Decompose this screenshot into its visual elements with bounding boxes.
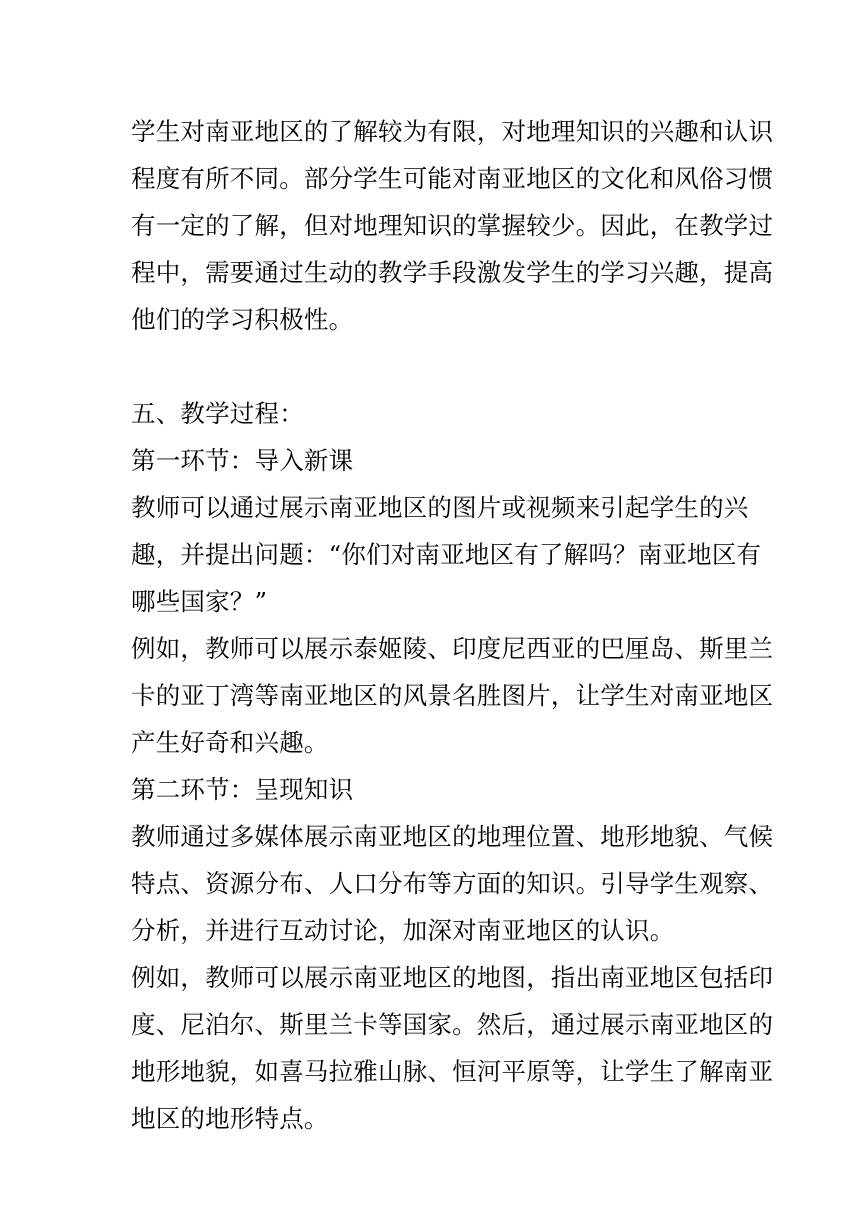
- text-line: 程度有所不同。部分学生可能对南亚地区的文化和风俗习惯: [131, 164, 774, 193]
- step1-paragraph-2: [131, 625, 774, 766]
- text-line: 他们的学习积极性。: [131, 305, 354, 334]
- step1-heading: 第一环节：导入新课: [131, 446, 354, 475]
- document-page: [131, 108, 774, 1142]
- text-line: 产生好奇和兴趣。: [131, 728, 329, 757]
- text-line: 学生对南亚地区的了解较为有限，对地理知识的兴趣和认识: [131, 117, 774, 146]
- intro-paragraph: [131, 108, 774, 343]
- text-line: 特点、资源分布、人口分布等方面的知识。引导学生观察、: [131, 869, 774, 898]
- section-heading: 五、教学过程：: [131, 399, 304, 428]
- step1-paragraph-1: [131, 484, 762, 625]
- text-line: 卡的亚丁湾等南亚地区的风景名胜图片，让学生对南亚地区: [131, 681, 774, 710]
- text-line: 度、尼泊尔、斯里兰卡等国家。然后，通过展示南亚地区的: [131, 1010, 774, 1039]
- text-line: 趣，并提出问题：“你们对南亚地区有了解吗？南亚地区有: [131, 540, 762, 569]
- step2-heading: 第二环节：呈现知识: [131, 775, 354, 804]
- step2-paragraph-1: [131, 813, 774, 954]
- text-line: 教师可以通过展示南亚地区的图片或视频来引起学生的兴: [131, 493, 749, 522]
- paragraph-spacer: [131, 343, 731, 390]
- text-line: 例如，教师可以展示泰姬陵、印度尼西亚的巴厘岛、斯里兰: [131, 634, 774, 663]
- text-line: 例如，教师可以展示南亚地区的地图，指出南亚地区包括印: [131, 963, 774, 992]
- text-line: 教师通过多媒体展示南亚地区的地理位置、地形地貌、气候: [131, 822, 774, 851]
- text-line: 地区的地形特点。: [131, 1104, 329, 1133]
- step2-paragraph-2: [131, 954, 774, 1142]
- text-line: 程中，需要通过生动的教学手段激发学生的学习兴趣，提高: [131, 258, 774, 287]
- text-line: 地形地貌，如喜马拉雅山脉、恒河平原等，让学生了解南亚: [131, 1057, 774, 1086]
- text-line: 分析，并进行互动讨论，加深对南亚地区的认识。: [131, 916, 675, 945]
- text-line: 有一定的了解，但对地理知识的掌握较少。因此，在教学过: [131, 211, 774, 240]
- text-line: 哪些国家？”: [131, 587, 268, 616]
